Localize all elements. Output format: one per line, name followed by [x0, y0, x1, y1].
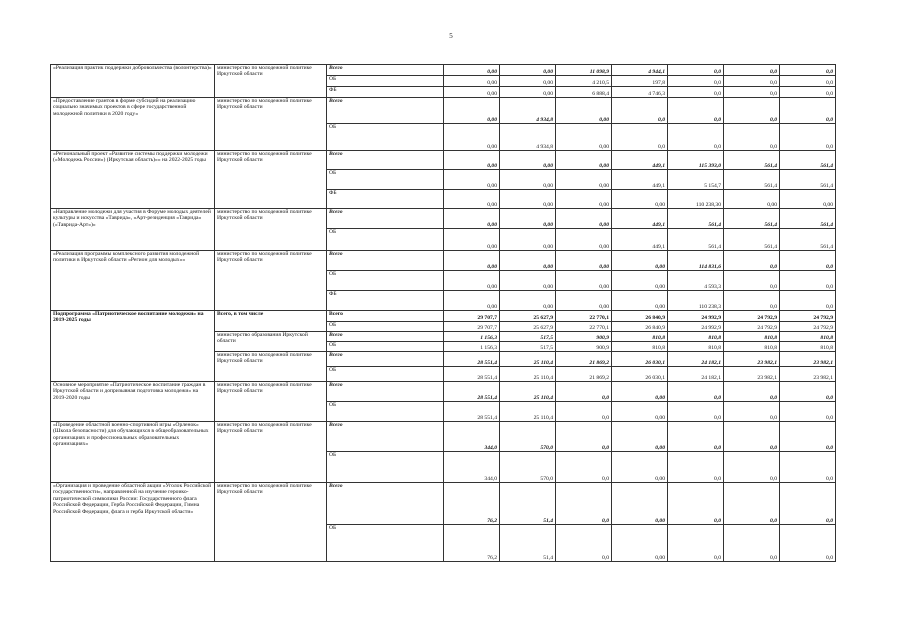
executor: министерство по молодежной политике Иркутской области: [215, 251, 327, 311]
year-value: 0,0: [668, 87, 724, 98]
year-value: 23 982,1: [780, 367, 836, 382]
year-value: 900,9: [556, 342, 612, 352]
table-row: [51, 382, 836, 402]
year-value: 0,0: [780, 98, 836, 124]
executor: Всего, в том числе: [215, 311, 327, 332]
table-body: [51, 65, 836, 562]
year-value: 28 551,4: [444, 367, 500, 382]
year-value: 561,4: [668, 209, 724, 229]
year-value: 4 934,8: [500, 124, 556, 151]
year-value: 23 982,1: [780, 352, 836, 367]
year-value: 0,00: [444, 170, 500, 190]
year-value: 4 746,3: [612, 87, 668, 98]
year-value: 0,00: [500, 76, 556, 87]
year-value: 24 182,1: [668, 352, 724, 367]
funding-source: ОБ: [327, 452, 444, 483]
year-value: 0,00: [556, 229, 612, 251]
year-value: 21 869,2: [556, 352, 612, 367]
year-value: 0,00: [500, 87, 556, 98]
year-value: 25 110,4: [500, 352, 556, 367]
funding-source: Всего: [327, 352, 444, 367]
year-value: 810,8: [612, 332, 668, 342]
table-row: [51, 422, 836, 452]
funding-source: Всего: [327, 332, 444, 342]
year-value: 0,00: [556, 209, 612, 229]
year-value: 0,00: [444, 190, 500, 209]
year-value: 0,0: [780, 291, 836, 311]
year-value: 0,0: [556, 525, 612, 562]
funding-source: ФБ: [327, 190, 444, 209]
year-value: 6 888,4: [556, 87, 612, 98]
year-value: 810,8: [668, 342, 724, 352]
year-value: 449,1: [612, 209, 668, 229]
year-value: 23 982,1: [724, 352, 780, 367]
funding-source: ОБ: [327, 76, 444, 87]
year-value: 0,00: [556, 98, 612, 124]
year-value: 0,00: [444, 87, 500, 98]
measure-name: «Проведение областной военно-спортивной игры «Орленок» (Школа безопасности) для обучающихся в общеобразовательных организациях и профессиональных образовательных организациях»: [51, 422, 215, 483]
year-value: 561,4: [780, 229, 836, 251]
year-value: 24 792,9: [780, 311, 836, 322]
year-value: 0,0: [612, 98, 668, 124]
year-value: 0,0: [780, 402, 836, 422]
year-value: 0,0: [780, 124, 836, 151]
year-value: 23 982,1: [724, 367, 780, 382]
funding-source: ОБ: [327, 170, 444, 190]
year-value: 0,00: [500, 170, 556, 190]
year-value: 51,4: [500, 483, 556, 525]
year-value: 29 707,7: [444, 322, 500, 332]
executor: министерство по молодежной политике Иркутской области: [215, 151, 327, 209]
year-value: 0,00: [444, 151, 500, 170]
measure-name: «Организация и проведение областной акции «Уголок Российской государственности», направленной на изучение героико-патриотической символики России: Государственного флага Российской Федерации, Герба Российской Федерации, Гимна Российской Федерации, флага и герба Иркутской области»: [51, 483, 215, 562]
year-value: 11 098,9: [556, 65, 612, 76]
executor: министерство по молодежной политике Иркутской области: [215, 483, 327, 562]
year-value: 0,0: [668, 525, 724, 562]
table-row: [51, 311, 836, 322]
year-value: 0,0: [724, 422, 780, 452]
year-value: 29 707,7: [444, 311, 500, 322]
year-value: 4 944,1: [612, 65, 668, 76]
executor: министерство по молодежной политике Иркутской области: [215, 65, 327, 98]
measure-name: Основное мероприятие «Патриотическое воспитание граждан в Иркутской области и допризывная подготовка молодежи» на 2019-2020 годы: [51, 382, 215, 422]
year-value: 449,1: [612, 151, 668, 170]
year-value: 25 627,9: [500, 322, 556, 332]
year-value: 0,0: [780, 87, 836, 98]
year-value: 24 992,9: [668, 322, 724, 332]
year-value: 810,8: [612, 342, 668, 352]
year-value: 24 992,9: [668, 311, 724, 322]
table-row: [51, 251, 836, 271]
year-value: 0,0: [780, 525, 836, 562]
year-value: 51,4: [500, 525, 556, 562]
year-value: 0,00: [444, 65, 500, 76]
year-value: 0,00: [500, 65, 556, 76]
measure-name: «Направление молодежи для участия в Форуме молодых деятелей культуры и искусства «Таврида», «Арт-резиденция «Таврида» («Таврида-Арт»)»: [51, 209, 215, 251]
year-value: 24 792,9: [780, 322, 836, 332]
year-value: 0,0: [612, 124, 668, 151]
year-value: 570,0: [500, 452, 556, 483]
year-value: 0,0: [668, 98, 724, 124]
year-value: 24 792,9: [724, 311, 780, 322]
year-value: 561,4: [668, 229, 724, 251]
funding-source: ОБ: [327, 124, 444, 151]
measure-name: Подпрограмма «Патриотическое воспитание молодежи» на 2019-2025 годы: [51, 311, 215, 382]
year-value: 0,00: [612, 271, 668, 291]
year-value: 810,8: [780, 332, 836, 342]
year-value: 28 551,4: [444, 382, 500, 402]
year-value: 561,4: [780, 151, 836, 170]
year-value: 5 154,7: [668, 170, 724, 190]
funding-source: ОБ: [327, 525, 444, 562]
year-value: 561,4: [724, 229, 780, 251]
year-value: 28 551,4: [444, 352, 500, 367]
year-value: 25 110,4: [500, 367, 556, 382]
table-row: [51, 65, 836, 76]
executor: министерство по молодежной политике Иркутской области: [215, 209, 327, 251]
year-value: 0,00: [612, 291, 668, 311]
year-value: 76,2: [444, 483, 500, 525]
year-value: 26 840,9: [612, 311, 668, 322]
budget-table: [50, 64, 836, 562]
year-value: 0,0: [780, 452, 836, 483]
year-value: 0,00: [556, 170, 612, 190]
year-value: 0,00: [612, 190, 668, 209]
year-value: 0,00: [500, 190, 556, 209]
year-value: 0,00: [556, 251, 612, 271]
year-value: 0,00: [500, 251, 556, 271]
funding-source: ОБ: [327, 342, 444, 352]
year-value: 4 593,3: [668, 271, 724, 291]
year-value: 24 182,1: [668, 367, 724, 382]
year-value: 1 156,3: [444, 332, 500, 342]
funding-source: Всего: [327, 483, 444, 525]
year-value: 0,00: [444, 76, 500, 87]
page-number: 5: [449, 32, 453, 40]
year-value: 0,0: [724, 271, 780, 291]
year-value: 0,0: [724, 76, 780, 87]
funding-source: Всего: [327, 422, 444, 452]
year-value: 517,5: [500, 332, 556, 342]
year-value: 0,00: [612, 525, 668, 562]
year-value: 0,00: [556, 190, 612, 209]
measure-name: «Реализация программы комплексного развития молодежной политики в Иркутской области «Регион для молодых»»: [51, 251, 215, 311]
year-value: 0,00: [500, 291, 556, 311]
year-value: 25 110,4: [500, 382, 556, 402]
year-value: 810,8: [780, 342, 836, 352]
year-value: 0,00: [444, 251, 500, 271]
year-value: 0,0: [724, 124, 780, 151]
funding-source: ОБ: [327, 322, 444, 332]
year-value: 0,0: [724, 483, 780, 525]
year-value: 561,4: [724, 170, 780, 190]
year-value: 0,0: [724, 251, 780, 271]
year-value: 0,00: [556, 291, 612, 311]
executor: министерство по молодежной политике Иркутской области: [215, 98, 327, 151]
year-value: 25 627,9: [500, 311, 556, 322]
year-value: 22 770,1: [556, 311, 612, 322]
year-value: 561,4: [724, 151, 780, 170]
year-value: 0,00: [556, 151, 612, 170]
year-value: 561,4: [724, 209, 780, 229]
year-value: 22 770,1: [556, 322, 612, 332]
year-value: 0,00: [612, 382, 668, 402]
year-value: 0,0: [556, 422, 612, 452]
year-value: 0,00: [444, 98, 500, 124]
year-value: 0,0: [668, 422, 724, 452]
year-value: 0,0: [556, 402, 612, 422]
year-value: 0,0: [668, 402, 724, 422]
year-value: 0,00: [612, 483, 668, 525]
year-value: 344,0: [444, 452, 500, 483]
funding-source: ОБ: [327, 402, 444, 422]
year-value: 115 393,0: [668, 151, 724, 170]
year-value: 517,5: [500, 342, 556, 352]
year-value: 0,0: [556, 382, 612, 402]
executor: министерство образования Иркутской области: [215, 332, 327, 352]
funding-source: Всего: [327, 382, 444, 402]
year-value: 449,1: [612, 229, 668, 251]
year-value: 0,00: [612, 452, 668, 483]
year-value: 0,0: [724, 525, 780, 562]
year-value: 0,0: [780, 422, 836, 452]
year-value: 1 156,3: [444, 342, 500, 352]
year-value: 0,0: [556, 483, 612, 525]
year-value: 0,00: [556, 124, 612, 151]
year-value: 0,0: [668, 76, 724, 87]
measure-name: «Предоставление грантов в форме субсидий на реализацию социально значимых проектов в сфере государственной молодежной политики в 2020 году»: [51, 98, 215, 151]
year-value: 0,0: [724, 452, 780, 483]
year-value: 0,00: [780, 190, 836, 209]
year-value: 0,0: [780, 483, 836, 525]
funding-source: Всего: [327, 251, 444, 271]
funding-source: ОБ: [327, 367, 444, 382]
year-value: 0,00: [444, 209, 500, 229]
year-value: 0,00: [444, 229, 500, 251]
funding-source: Всего: [327, 209, 444, 229]
funding-source: ОБ: [327, 271, 444, 291]
year-value: 0,00: [444, 271, 500, 291]
year-value: 0,0: [780, 251, 836, 271]
year-value: 110 238,3: [668, 291, 724, 311]
year-value: 0,0: [724, 382, 780, 402]
year-value: 0,0: [780, 65, 836, 76]
year-value: 0,00: [444, 291, 500, 311]
year-value: 0,0: [668, 483, 724, 525]
year-value: 900,9: [556, 332, 612, 342]
year-value: 0,00: [500, 151, 556, 170]
measure-name: «Региональный проект «Развитие системы поддержки молодежи («Молодежь России») (Иркутская область)»» на 2022-2025 годы: [51, 151, 215, 209]
year-value: 24 792,9: [724, 322, 780, 332]
year-value: 28 551,4: [444, 402, 500, 422]
table-row: [51, 209, 836, 229]
year-value: 0,0: [724, 402, 780, 422]
year-value: 197,8: [612, 76, 668, 87]
year-value: 0,0: [780, 382, 836, 402]
year-value: 4 210,5: [556, 76, 612, 87]
funding-source: Всего: [327, 98, 444, 124]
executor: министерство по молодежной политике Иркутской области: [215, 382, 327, 422]
year-value: 449,1: [612, 170, 668, 190]
year-value: 810,8: [724, 342, 780, 352]
year-value: 0,0: [724, 87, 780, 98]
year-value: 0,00: [500, 209, 556, 229]
year-value: 561,4: [780, 170, 836, 190]
funding-source: Всего: [327, 311, 444, 322]
funding-source: ФБ: [327, 87, 444, 98]
year-value: 810,8: [724, 332, 780, 342]
year-value: 0,00: [500, 271, 556, 291]
year-value: 0,0: [556, 452, 612, 483]
year-value: 0,0: [668, 65, 724, 76]
executor: министерство по молодежной политике Иркутской области: [215, 352, 327, 382]
funding-source: Всего: [327, 151, 444, 170]
year-value: 110 238,30: [668, 190, 724, 209]
year-value: 0,0: [724, 291, 780, 311]
year-value: 4 934,8: [500, 98, 556, 124]
year-value: 0,0: [780, 76, 836, 87]
year-value: 570,0: [500, 422, 556, 452]
year-value: 0,0: [780, 271, 836, 291]
year-value: 0,0: [668, 382, 724, 402]
year-value: 0,0: [668, 452, 724, 483]
year-value: 26 030,1: [612, 352, 668, 367]
table-row: [51, 151, 836, 170]
year-value: 0,0: [668, 124, 724, 151]
year-value: 26 840,9: [612, 322, 668, 332]
measure-name: «Реализация практик поддержки добровольчества (волонтерства)»: [51, 65, 215, 98]
year-value: 0,00: [612, 422, 668, 452]
funding-source: ФБ: [327, 291, 444, 311]
year-value: 26 030,1: [612, 367, 668, 382]
year-value: 0,0: [724, 65, 780, 76]
year-value: 114 831,6: [668, 251, 724, 271]
year-value: 344,0: [444, 422, 500, 452]
year-value: 0,00: [500, 229, 556, 251]
year-value: 21 869,2: [556, 367, 612, 382]
year-value: 0,00: [612, 402, 668, 422]
funding-source: ОБ: [327, 229, 444, 251]
year-value: 25 110,4: [500, 402, 556, 422]
year-value: 0,00: [724, 190, 780, 209]
table-row: [51, 98, 836, 124]
table-row: [51, 483, 836, 525]
funding-source: Всего: [327, 65, 444, 76]
year-value: 810,8: [668, 332, 724, 342]
year-value: 0,00: [612, 251, 668, 271]
year-value: 561,4: [780, 209, 836, 229]
executor: министерство по молодежной политике Иркутской области: [215, 422, 327, 483]
year-value: 0,00: [556, 271, 612, 291]
year-value: 76,2: [444, 525, 500, 562]
year-value: 0,0: [724, 98, 780, 124]
year-value: 0,00: [444, 124, 500, 151]
